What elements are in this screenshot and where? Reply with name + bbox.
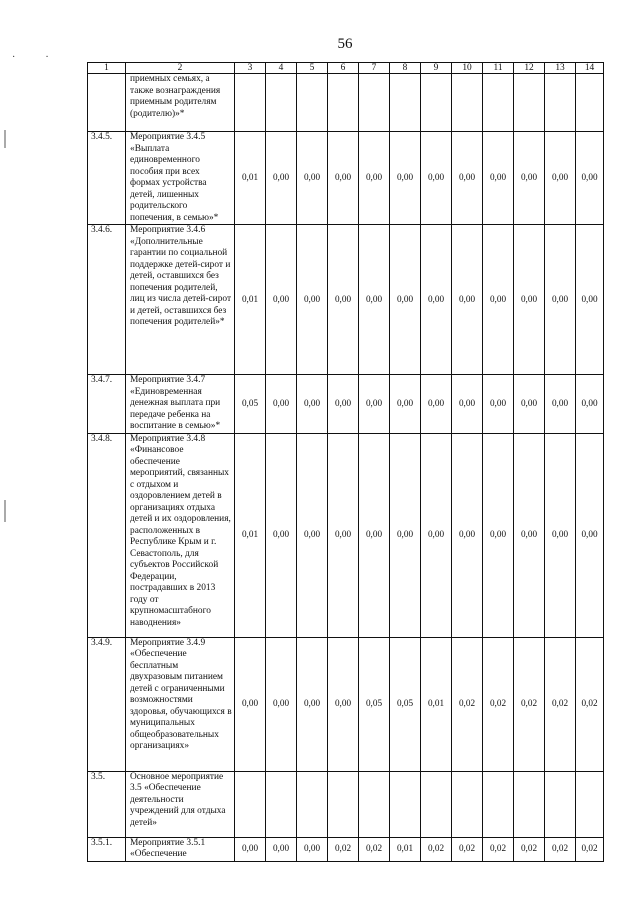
row-name: Мероприятие 3.4.6 «Дополнительные гарантии по социальной поддержке детей-сирот и детей, оставшихся без попечения родителей, лиц из числа детей-сирот и детей, оставшихся без попечения родителей»* bbox=[126, 225, 235, 375]
value-cell: 0,02 bbox=[452, 637, 483, 771]
value-cell bbox=[576, 74, 604, 132]
header-cell: 8 bbox=[390, 63, 421, 74]
value-cell: 0,00 bbox=[390, 433, 421, 637]
value-cell: 0,02 bbox=[421, 837, 452, 861]
value-cell: 0,00 bbox=[359, 225, 390, 375]
value-cell: 0,00 bbox=[483, 225, 514, 375]
row-name: Мероприятие 3.4.9 «Обеспечение бесплатным двухразовым питанием детей с ограниченными возможностями здоровья, обучающихся в муниципальных общеобразовательных организациях» bbox=[126, 637, 235, 771]
value-cell bbox=[514, 74, 545, 132]
value-cell: 0,01 bbox=[390, 837, 421, 861]
margin-dots: ·· bbox=[12, 52, 79, 63]
value-cell: 0,00 bbox=[421, 132, 452, 225]
value-cell bbox=[235, 74, 266, 132]
value-cell: 0,00 bbox=[576, 132, 604, 225]
value-cell: 0,05 bbox=[235, 375, 266, 434]
value-cell bbox=[545, 771, 576, 837]
page-number: 56 bbox=[337, 36, 353, 52]
value-cell bbox=[514, 771, 545, 837]
row-number: 3.5. bbox=[88, 771, 126, 837]
value-cell: 0,02 bbox=[576, 637, 604, 771]
header-cell: 7 bbox=[359, 63, 390, 74]
value-cell: 0,02 bbox=[545, 837, 576, 861]
value-cell: 0,00 bbox=[545, 132, 576, 225]
table-row bbox=[88, 375, 604, 434]
row-name: Мероприятие 3.4.5 «Выплата единовременного пособия при всех формах устройства детей, лишенных родительского попечения, в семью»* bbox=[126, 132, 235, 225]
value-cell: 0,00 bbox=[297, 637, 328, 771]
header-cell: 11 bbox=[483, 63, 514, 74]
row-number: 3.4.9. bbox=[88, 637, 126, 771]
row-name: Мероприятие 3.4.7 «Единовременная денежная выплата при передаче ребенка на воспитание в семью»* bbox=[126, 375, 235, 434]
table-row bbox=[88, 132, 604, 225]
value-cell bbox=[266, 771, 297, 837]
row-number: 3.5.1. bbox=[88, 837, 126, 861]
value-cell: 0,00 bbox=[421, 433, 452, 637]
value-cell: 0,00 bbox=[514, 433, 545, 637]
header-cell: 2 bbox=[126, 63, 235, 74]
value-cell: 0,02 bbox=[483, 837, 514, 861]
value-cell: 0,01 bbox=[235, 225, 266, 375]
value-cell: 0,00 bbox=[297, 433, 328, 637]
value-cell: 0,00 bbox=[266, 837, 297, 861]
value-cell bbox=[483, 74, 514, 132]
value-cell: 0,00 bbox=[452, 132, 483, 225]
table-row bbox=[88, 637, 604, 771]
value-cell: 0,00 bbox=[545, 375, 576, 434]
value-cell: 0,00 bbox=[576, 225, 604, 375]
value-cell: 0,05 bbox=[359, 637, 390, 771]
value-cell bbox=[390, 771, 421, 837]
value-cell: 0,00 bbox=[421, 225, 452, 375]
value-cell: 0,00 bbox=[328, 637, 359, 771]
margin-mark bbox=[4, 500, 6, 522]
value-cell bbox=[390, 74, 421, 132]
table-row bbox=[88, 771, 604, 837]
value-cell: 0,00 bbox=[359, 132, 390, 225]
row-number: 3.4.6. bbox=[88, 225, 126, 375]
header-cell: 14 bbox=[576, 63, 604, 74]
value-cell bbox=[421, 74, 452, 132]
row-number: 3.4.5. bbox=[88, 132, 126, 225]
header-cell: 12 bbox=[514, 63, 545, 74]
value-cell: 0,01 bbox=[235, 132, 266, 225]
value-cell bbox=[328, 74, 359, 132]
table-row bbox=[88, 837, 604, 861]
table-header-row bbox=[88, 63, 604, 74]
row-name: приемных семьях, а также вознаграждения приемным родителям (родителю)»* bbox=[126, 74, 235, 132]
table-row bbox=[88, 74, 604, 132]
value-cell: 0,05 bbox=[390, 637, 421, 771]
value-cell: 0,00 bbox=[266, 225, 297, 375]
header-cell: 1 bbox=[88, 63, 126, 74]
table-row bbox=[88, 433, 604, 637]
value-cell: 0,00 bbox=[390, 132, 421, 225]
header-cell: 9 bbox=[421, 63, 452, 74]
value-cell: 0,00 bbox=[545, 433, 576, 637]
margin-mark bbox=[4, 130, 6, 148]
value-cell: 0,00 bbox=[266, 433, 297, 637]
value-cell: 0,02 bbox=[359, 837, 390, 861]
row-name: Мероприятие 3.5.1 «Обеспечение bbox=[126, 837, 235, 861]
value-cell: 0,02 bbox=[576, 837, 604, 861]
data-table bbox=[87, 62, 604, 862]
value-cell bbox=[297, 771, 328, 837]
value-cell bbox=[359, 771, 390, 837]
value-cell bbox=[328, 771, 359, 837]
value-cell: 0,00 bbox=[545, 225, 576, 375]
value-cell: 0,00 bbox=[359, 375, 390, 434]
value-cell: 0,01 bbox=[421, 637, 452, 771]
value-cell: 0,00 bbox=[297, 132, 328, 225]
value-cell bbox=[545, 74, 576, 132]
value-cell bbox=[576, 771, 604, 837]
header-cell: 10 bbox=[452, 63, 483, 74]
value-cell: 0,00 bbox=[235, 637, 266, 771]
value-cell: 0,02 bbox=[514, 637, 545, 771]
value-cell: 0,00 bbox=[266, 375, 297, 434]
row-number: 3.4.8. bbox=[88, 433, 126, 637]
header-cell: 6 bbox=[328, 63, 359, 74]
header-cell: 3 bbox=[235, 63, 266, 74]
value-cell: 0,00 bbox=[576, 433, 604, 637]
header-cell: 5 bbox=[297, 63, 328, 74]
value-cell: 0,00 bbox=[514, 375, 545, 434]
value-cell: 0,02 bbox=[328, 837, 359, 861]
value-cell: 0,02 bbox=[545, 637, 576, 771]
value-cell: 0,00 bbox=[483, 132, 514, 225]
value-cell: 0,00 bbox=[328, 225, 359, 375]
row-name: Мероприятие 3.4.8 «Финансовое обеспечение мероприятий, связанных с отдыхом и оздоровлением детей в организациях отдыха детей и их оздоровления, расположенных в Республике Крым и г. Севастополь, для субъектов Российской Федерации, пострадавших в 2013 году от крупномасштабного наводнения» bbox=[126, 433, 235, 637]
value-cell: 0,02 bbox=[452, 837, 483, 861]
value-cell bbox=[452, 771, 483, 837]
value-cell bbox=[452, 74, 483, 132]
value-cell: 0,00 bbox=[359, 433, 390, 637]
value-cell: 0,00 bbox=[266, 132, 297, 225]
value-cell: 0,00 bbox=[390, 375, 421, 434]
value-cell bbox=[421, 771, 452, 837]
header-cell: 4 bbox=[266, 63, 297, 74]
value-cell: 0,00 bbox=[483, 433, 514, 637]
value-cell: 0,00 bbox=[421, 375, 452, 434]
row-number: 3.4.7. bbox=[88, 375, 126, 434]
value-cell: 0,00 bbox=[514, 225, 545, 375]
value-cell: 0,00 bbox=[576, 375, 604, 434]
value-cell: 0,00 bbox=[328, 132, 359, 225]
value-cell: 0,02 bbox=[483, 637, 514, 771]
value-cell: 0,00 bbox=[297, 225, 328, 375]
value-cell: 0,00 bbox=[483, 375, 514, 434]
value-cell: 0,00 bbox=[514, 132, 545, 225]
value-cell: 0,00 bbox=[266, 637, 297, 771]
value-cell: 0,00 bbox=[297, 375, 328, 434]
value-cell: 0,01 bbox=[235, 433, 266, 637]
row-number bbox=[88, 74, 126, 132]
value-cell bbox=[483, 771, 514, 837]
table-row bbox=[88, 225, 604, 375]
value-cell: 0,00 bbox=[452, 375, 483, 434]
value-cell: 0,00 bbox=[297, 837, 328, 861]
value-cell: 0,00 bbox=[328, 433, 359, 637]
value-cell bbox=[297, 74, 328, 132]
value-cell: 0,02 bbox=[514, 837, 545, 861]
header-cell: 13 bbox=[545, 63, 576, 74]
value-cell bbox=[235, 771, 266, 837]
value-cell: 0,00 bbox=[235, 837, 266, 861]
value-cell: 0,00 bbox=[328, 375, 359, 434]
value-cell bbox=[266, 74, 297, 132]
value-cell bbox=[359, 74, 390, 132]
row-name: Основное мероприятие 3.5 «Обеспечение деятельности учреждений для отдыха детей» bbox=[126, 771, 235, 837]
value-cell: 0,00 bbox=[452, 225, 483, 375]
value-cell: 0,00 bbox=[390, 225, 421, 375]
value-cell: 0,00 bbox=[452, 433, 483, 637]
